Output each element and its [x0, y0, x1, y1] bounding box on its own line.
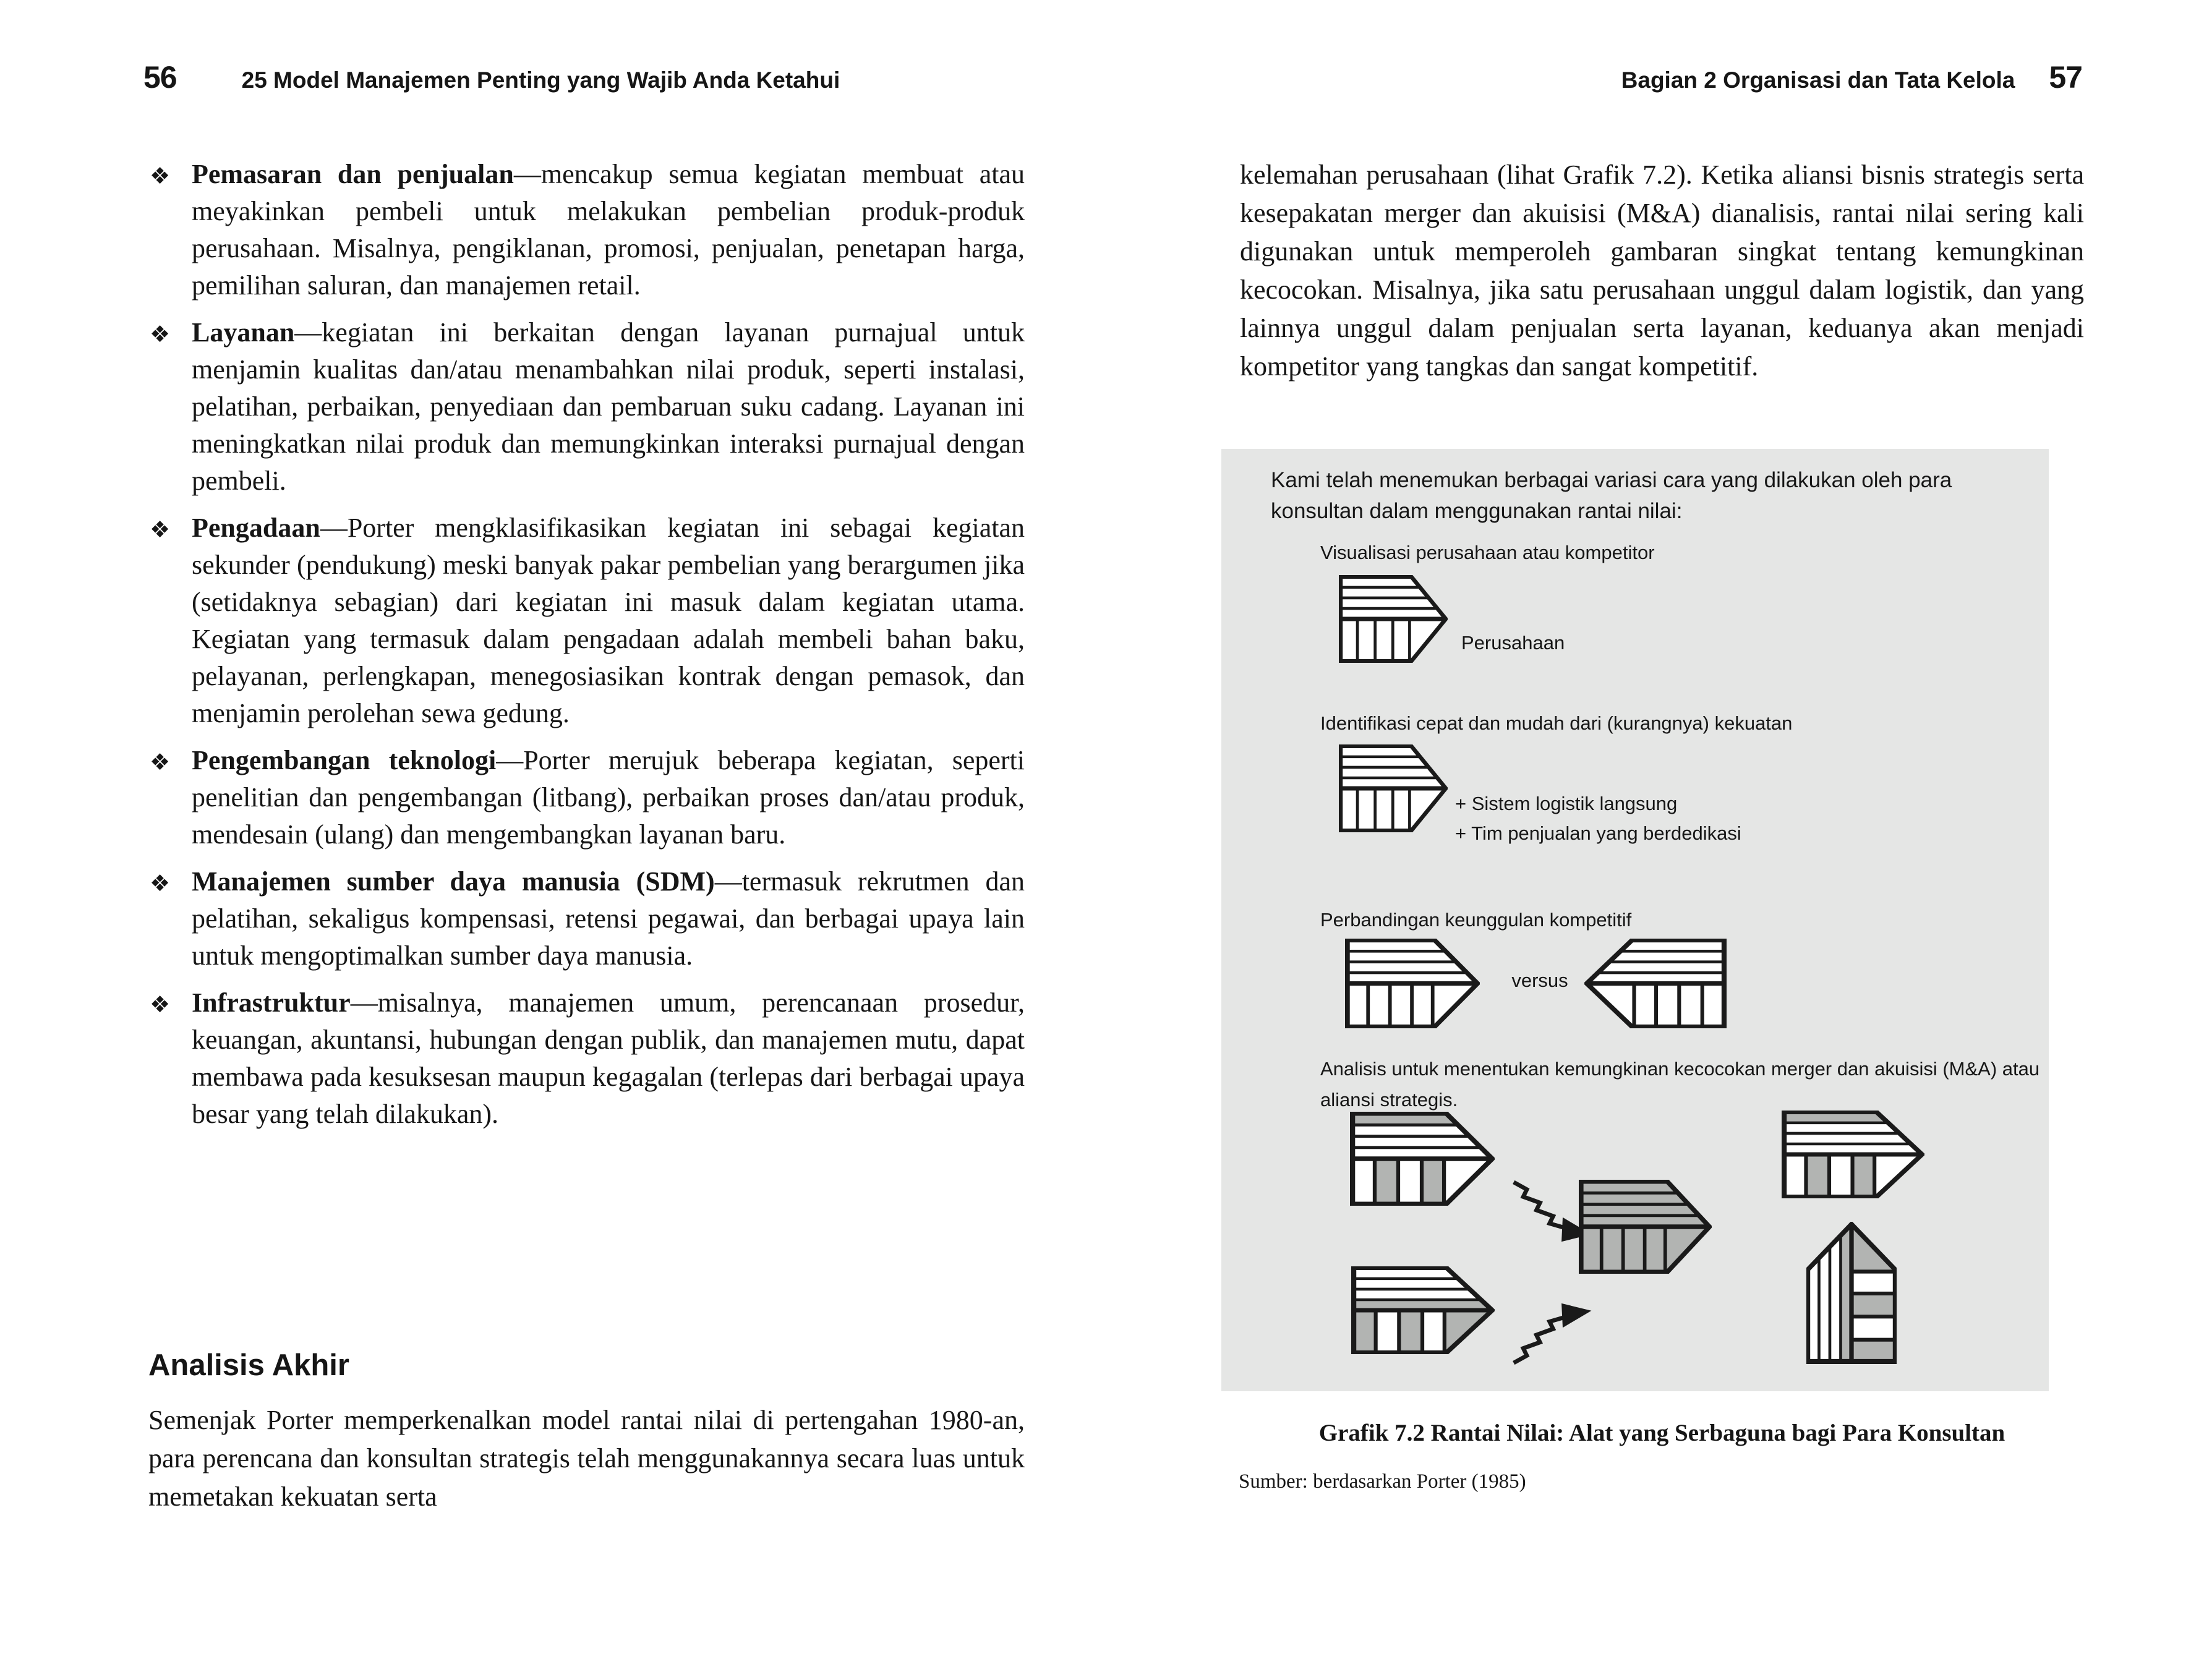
- bullet-term: Pemasaran dan penjualan: [192, 159, 514, 189]
- figure-source: Sumber: berdasarkan Porter (1985): [1239, 1470, 1526, 1493]
- chapter-header: Bagian 2 Organisasi dan Tata Kelola: [1621, 67, 2015, 93]
- value-chain-compare-right-diagram: [1584, 939, 1727, 1028]
- figure-section-label-visualisasi: Visualisasi perusahaan atau kompetitor: [1320, 542, 1655, 563]
- page-number-right: 57: [2049, 60, 2082, 95]
- diamond-bullet-icon: ❖: [150, 749, 171, 775]
- diagram-label-sales-team: + Tim penjualan yang berdedikasi: [1455, 822, 1741, 844]
- figure-section-label-identifikasi: Identifikasi cepat dan mudah dari (kurangnya) kekuatan: [1320, 712, 1793, 734]
- bullet-term: Pengadaan: [192, 513, 320, 543]
- running-header-right: [1240, 59, 2082, 95]
- body-paragraph-right: kelemahan perusahaan (lihat Grafik 7.2). Ketika aliansi bisnis strategis serta kesepakatan merger dan akuisisi (M&A) dianalisis, rantai nilai sering kali digunakan untuk memperoleh gambaran singkat tentang kemungkinan kecocokan. Misalnya, jika satu perusahaan unggul dalam logistik, dan yang lainnya unggul dalam penjualan serta layanan, keduanya akan menjadi kompetitor yang tangkas dan sangat kompetitif.: [1240, 160, 2084, 382]
- bullet-item-technology: [148, 742, 1025, 853]
- diamond-bullet-icon: ❖: [150, 321, 171, 348]
- figure-box: [1221, 449, 2049, 1391]
- bullet-body: —mencakup semua kegiatan membuat atau meyakinkan pembeli untuk melakukan pembelian produk-produk perusahaan. Misalnya, pengiklanan, promosi, penjualan, penetapan harga, pemilihan saluran, dan manajemen retail.: [192, 159, 1025, 301]
- value-chain-ma-top-right-diagram: [1782, 1111, 1924, 1198]
- bullet-term: Manajemen sumber daya manusia (SDM): [192, 866, 715, 897]
- bullet-item-hr: [148, 863, 1025, 974]
- value-chain-compare-left-diagram: [1345, 939, 1480, 1028]
- bullet-body: —misalnya, manajemen umum, perencanaan prosedur, keuangan, akuntansi, hubungan dengan publik, dan manajemen mutu, dapat membawa pada kesuksesan maupun kegagalan (terlepas dari berbagai upaya besar yang telah dilakukan).: [192, 987, 1025, 1129]
- bullet-item-infrastructure: [148, 984, 1025, 1133]
- merge-arrow-up-icon: [1509, 1301, 1599, 1368]
- section-heading: Analisis Akhir: [148, 1349, 349, 1382]
- bullet-term: Infrastruktur: [192, 987, 351, 1018]
- running-header-left: [143, 59, 840, 95]
- value-chain-strengths-diagram: [1339, 744, 1448, 832]
- bullet-term: Layanan: [192, 317, 295, 348]
- diamond-bullet-icon: ❖: [150, 516, 171, 543]
- versus-label: versus: [1511, 970, 1568, 991]
- bullet-term: Pengembangan teknologi: [192, 745, 497, 775]
- page-number-left: 56: [143, 60, 177, 95]
- diagram-label-company: Perusahaan: [1461, 632, 1565, 654]
- bullet-item-procurement: [148, 510, 1025, 732]
- value-chain-ma-bottom-left-diagram: [1351, 1266, 1495, 1354]
- figure-intro-text: Kami telah menemukan berbagai variasi cara yang dilakukan oleh para konsultan dalam menggunakan rantai nilai:: [1271, 468, 1952, 523]
- value-chain-ma-top-left-diagram: [1350, 1112, 1495, 1206]
- bullet-body: —kegiatan ini berkaitan dengan layanan purnajual untuk menjamin kualitas dan/atau menambahkan nilai produk, seperti instalasi, pelatihan, perbaikan, penyediaan dan pembaruan suku cadang. Layanan ini meningkatkan nilai produk dan memungkinkan interaksi purnajual dengan pembeli.: [192, 317, 1025, 496]
- figure-section-label-analisis-ma: Analisis untuk menentukan kemungkinan kecocokan merger dan akuisisi (M&A) atau aliansi strategis.: [1320, 1058, 2040, 1111]
- bullet-list: [148, 156, 1025, 1143]
- bullet-body: —Porter mengklasifikasikan kegiatan ini sebagai kegiatan sekunder (pendukung) meski banyak pakar pembelian yang berargumen jika (setidaknya sebagian) dari kegiatan ini masuk dalam kegiatan utama. Kegiatan yang termasuk dalam pengadaan adalah membeli bahan baku, pelayanan, perlengkapan, menegosiasikan kontrak dengan pemasok, dan menjamin perolehan sewa gedung.: [192, 513, 1025, 728]
- book-title-header: 25 Model Manajemen Penting yang Wajib Anda Ketahui: [241, 67, 840, 93]
- diamond-bullet-icon: ❖: [150, 163, 171, 189]
- figure-section-label-perbandingan: Perbandingan keunggulan kompetitif: [1320, 909, 1632, 931]
- value-chain-merged-diagram: [1579, 1180, 1712, 1274]
- value-chain-company-diagram: [1339, 575, 1448, 663]
- figure-caption: Grafik 7.2 Rantai Nilai: Alat yang Serbaguna bagi Para Konsultan: [1318, 1420, 2005, 1446]
- diamond-bullet-icon: ❖: [150, 991, 171, 1018]
- diagram-label-logistics: + Sistem logistik langsung: [1455, 793, 1678, 814]
- bullet-item-service: [148, 314, 1025, 500]
- bullet-item-marketing: [148, 156, 1025, 304]
- bullet-body: —termasuk rekrutmen dan pelatihan, sekaligus kompensasi, retensi pegawai, dan berbagai upaya lain untuk mengoptimalkan sumber daya manusia.: [192, 866, 1025, 971]
- value-chain-vertical-diagram: [1806, 1222, 1897, 1364]
- diamond-bullet-icon: ❖: [150, 870, 171, 897]
- bullet-body: —Porter merujuk beberapa kegiatan, seperti penelitian dan pengembangan (litbang), perbaikan proses dan/atau produk, mendesain (ulang) dan mengembangkan layanan baru.: [192, 745, 1025, 850]
- body-paragraph-left: Semenjak Porter memperkenalkan model rantai nilai di pertengahan 1980-an, para perencana dan konsultan strategis telah menggunakannya secara luas untuk memetakan kekuatan serta: [148, 1405, 1025, 1512]
